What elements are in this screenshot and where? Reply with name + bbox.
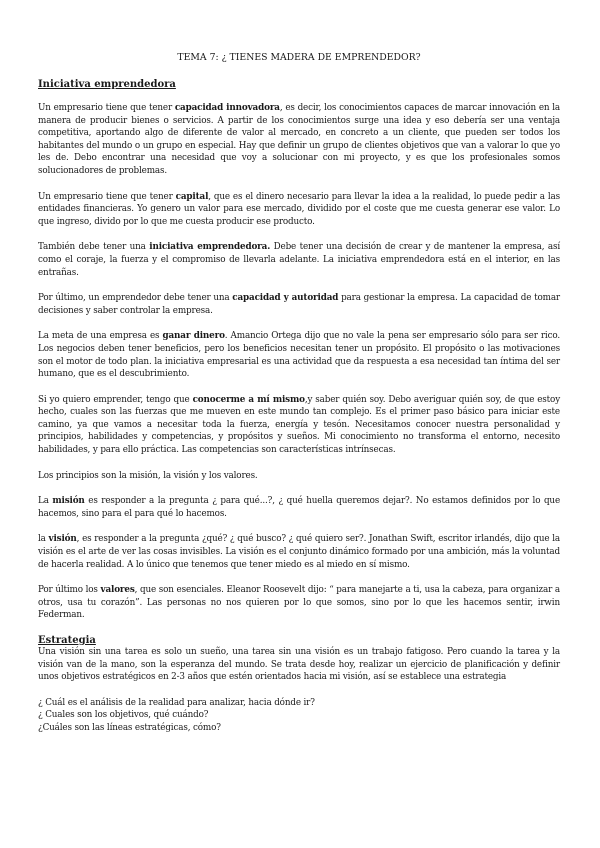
paragraph-estrategia: Una visión sin una tarea es solo un sueño, una tarea sin una visión es un trabajo fatigoso. Pero cuando la tarea y la visión van de la mano, son la esperanza del mundo. Se trata desde hoy, realizar un ejercicio de planificación y definir unos objetivos estratégicos en 2-3 años que estén orientados hacia mi visión, así se establece una estrategia [38,647,560,683]
question-item: ¿Cuáles son las líneas estratégicas, cómo? [38,722,221,733]
paragraph-vision: la visión, es responder a la pregunta ¿qué? ¿ qué busco? ¿ qué quiero ser?. Jonathan Swift, escritor irlandés, dijo que la visión es el arte de ver las cosas invisibles. La visión es el conjunto dinámico formado por una ambición, más la voluntad de hacerla realidad. A lo único que tenemos que tener miedo es al miedo en sí mismo. [38,534,560,570]
emphasis: misión [52,496,85,507]
emphasis: iniciativa emprendedora. [149,242,271,253]
paragraph-conocerme: Si yo quiero emprender, tengo que conocerme a mí mismo,y saber quién soy. Debo averiguar quién soy, de que estoy hecho, cuales son las fuerzas que me mueven en este mundo tan complejo. Es el primer paso básico para iniciar este camino, ya que vamos a necesitar toda la fuerza, energía y tesón. Necesitamos conocer nuestra personalidad y principios, habilidades y competencias, y propósitos y sueños. Mi conocimiento no transforma el entorno, necesito habilidades, y para ello práctica. Las competencias son características intrínsecas. [38,394,561,456]
paragraph-valores: Por último los valores, que son esenciales. Eleanor Roosevelt dijo: “ para manejarte a ti, usa la cabeza, para organizar a otros, usa tu corazón”. Las personas no nos quieren por lo que somos, sino por lo que les hacemos sentir, irwin Federman. [38,585,561,621]
emphasis: capital [175,191,209,202]
paragraph-principios: Los principios son la misión, la visión y los valores. [38,470,258,481]
question-item: ¿ Cuales son los objetivos, qué cuándo? [38,710,209,721]
emphasis: valores [100,585,135,596]
document-title: TEMA 7: ¿ TIENES MADERA DE EMPRENDEDOR? [177,52,421,63]
paragraph-capacidad-innovadora: Un empresario tiene que tener capacidad innovadora, es decir, los conocimientos capaces de marcar innovación en la manera de producir bienes o servicios. A partir de los conocimientos surge una idea y eso debería ser una ventaja competitiva, aportando algo de diferente de valor al mercado, en concreto a un cliente, que pueden ser todos los habitantes del mundo o un grupo en especial. Hay que definir un grupo de clientes objetivos que van a valorar lo que yo les de. Debo encontrar una necesidad que voy a solucionar con mi proyecto, y es que los profesionales somos solucionadores de problemas. [38,103,560,176]
section-heading-estrategia: Estrategia [38,635,96,646]
section-heading-iniciativa: Iniciativa emprendedora [38,79,176,90]
emphasis: capacidad y autoridad [232,293,339,304]
paragraph-iniciativa: También debe tener una iniciativa emprendedora. Debe tener una decisión de crear y de mantener la empresa, así como el coraje, la fuerza y el compromiso de llevarla adelante. La iniciativa emprendedora está en el interior, en las entrañas. [38,242,560,278]
question-item: ¿ Cuál es el análisis de la realidad para analizar, hacia dónde ir? [38,697,315,708]
paragraph-autoridad: Por último, un emprendedor debe tener una capacidad y autoridad para gestionar la empresa. La capacidad de tomar decisiones y saber controlar la empresa. [38,293,560,316]
document-page [38,52,560,735]
emphasis: conocerme a mí mismo [192,394,305,405]
paragraph-mision: La misión es responder a la pregunta ¿ para qué...?, ¿ qué huella queremos dejar?. No estamos definidos por lo que hacemos, sino para el para qué lo hacemos. [38,496,560,519]
emphasis: capacidad innovadora [174,103,280,113]
emphasis: ganar dinero [162,331,225,342]
paragraph-ganar-dinero: La meta de una empresa es ganar dinero. Amancio Ortega dijo que no vale la pena ser empresario sólo para ser rico. Los negocios deben tener beneficios, pero los beneficios necesitan tener un propósito. El propósito o las motivaciones son el motor de todo plan. la iniciativa empresarial es una actividad que da respuesta a esa necesidad tan íntima del ser humano, que es el descubrimiento. [38,331,560,380]
emphasis: visión [48,534,77,545]
paragraph-capital: Un empresario tiene que tener capital, que es el dinero necesario para llevar la idea a la realidad, lo puede pedir a las entidades financieras. Yo genero un valor para ese mercado, dividido por el coste que me cuesta generar ese valor. Lo que ingreso, divido por lo que me cuesta producir ese producto. [38,191,560,227]
